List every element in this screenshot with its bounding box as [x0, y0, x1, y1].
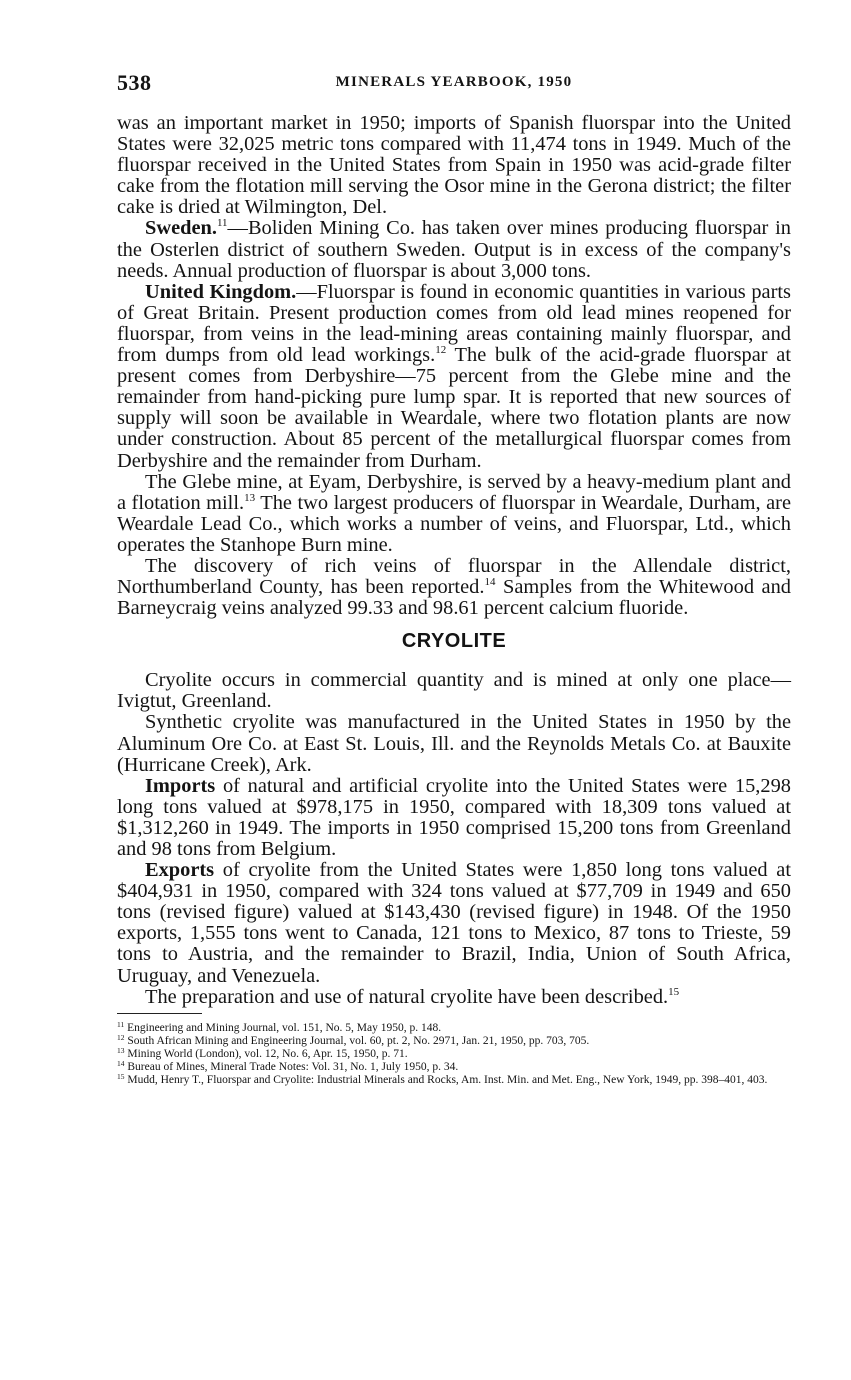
page-header [117, 70, 791, 106]
running-title: MINERALS YEARBOOK, 1950 [335, 74, 573, 90]
footnote-12: $^{12}$ South African Mining and Engineering Journal, vol. 60, pt. 2, No. 2971, Jan. 21, 1950, pp. 703, 705. [117, 1032, 590, 1047]
section-title-cryolite: CRYOLITE [401, 630, 507, 653]
run-in-heading-imports: Imports [145, 774, 216, 797]
paragraph-preparation: The preparation and use of natural cryolite have been described.$^{15}$ [145, 985, 680, 1008]
paragraph-united-kingdom: United Kingdom.—Fluorspar is found in economic quantities in various parts of Great Britain. Present production comes from old lead mines reopened for fluorspar, from veins in the lead-mining areas containing mainly fluorspar, and from dumps from old lead workings.$^{12}$ The bulk of the acid-grade fluorspar at present comes from Derbyshire—75 percent from the Glebe mine and the remainder from hand-picking pure lump spar. It is reported that new sources of supply will soon be available in Weardale, where two flotation plants are now under construction. About 85 percent of the metallurgical fluorspar comes from Derbyshire and the remainder from Durham. [117, 280, 791, 472]
run-in-heading-sweden: Sweden. [145, 217, 217, 240]
run-in-heading-united-kingdom: United Kingdom. [145, 280, 297, 303]
footnote-ref-15[interactable]: 15 [668, 985, 680, 998]
paragraph-synthetic-cryolite: Synthetic cryolite was manufactured in the United States in 1950 by the Aluminum Ore Co. at East St. Louis, Ill. and the Reynolds Metals Co. at Bauxite (Hurricane Creek), Ark. [117, 711, 791, 776]
footnote-13: $^{13}$ Mining World (London), vol. 12, No. 6, Apr. 15, 1950, p. 71. [117, 1045, 408, 1060]
paragraph-sweden: Sweden.$^{11}$—Boliden Mining Co. has taken over mines producing fluorspar in the Osterlen district of southern Sweden. Output is in excess of the company's needs. Annual production of fluorspar is about 3,000 tons. [117, 217, 791, 282]
section-spacer [117, 655, 791, 670]
footnote-ref-12[interactable]: 12 [435, 344, 447, 357]
paragraph-cryolite-occurrence: Cryolite occurs in commercial quantity and is mined at only one place—Ivigtut, Greenland. [117, 669, 791, 713]
run-in-heading-exports: Exports [145, 859, 215, 882]
footnotes [117, 1019, 791, 1087]
paragraph-glebe-mine: The Glebe mine, at Eyam, Derbyshire, is served by a heavy-medium plant and a flotation mill.$^{13}$ The two largest producers of fluorspar in Weardale, Durham, are Weardale Lead Co., which works a number of veins, and Fluorspar, Ltd., which operates the Stanhope Burn mine. [117, 470, 791, 556]
paragraph-imports: Imports of natural and artificial cryolite into the United States were 15,298 long tons valued at $978,175 in 1950, compared with 18,309 tons valued at $1,312,260 in 1949. The imports in 1950 comprised 15,200 tons from Greenland and 98 tons from Belgium. [117, 774, 791, 860]
paragraph-spain-continued: was an important market in 1950; imports of Spanish fluorspar into the United States were 32,025 metric tons compared with 11,474 tons in 1949. Much of the fluorspar received in the United States from Spain in 1950 was acid-grade filter cake from the flotation mill serving the Osor mine in the Gerona district; the filter cake is dried at Wilmington, Del. [117, 112, 791, 219]
footnote-ref-14[interactable]: 14 [484, 576, 496, 589]
page-number: 538 [117, 70, 152, 95]
footnote-rule [117, 1013, 202, 1014]
footnote-11: $^{11}$ Engineering and Mining Journal, vol. 151, No. 5, May 1950, p. 148. [117, 1019, 442, 1034]
paragraph-exports: Exports of cryolite from the United States were 1,850 long tons valued at $404,931 in 1950, compared with 324 tons valued at $77,709 in 1949 and 650 tons (revised figure) valued at $143,430 (revised figure) in 1948. Of the 1950 exports, 1,555 tons went to Canada, 121 tons to Mexico, 87 tons to Trieste, 59 tons to Austria, and the remainder to Brazil, India, Union of South Africa, Uruguay, and Venezuela. [117, 859, 791, 987]
footnote-ref-11[interactable]: 11 [216, 217, 228, 230]
footnote-15: $^{15}$ Mudd, Henry T., Fluorspar and Cryolite: Industrial Minerals and Rocks, Am. Inst. Min. and Met. Eng., New York, 1949, pp. 398–401, 403. [117, 1071, 768, 1086]
footnote-ref-13[interactable]: 13 [244, 491, 256, 504]
page-body [117, 113, 791, 1087]
footnote-14: $^{14}$ Bureau of Mines, Mineral Trade Notes: Vol. 31, No. 1, July 1950, p. 34. [117, 1058, 459, 1073]
paragraph-allendale: The discovery of rich veins of fluorspar in the Allendale district, Northumberland County, has been reported.$^{14}$ Samples from the Whitewood and Barneycraig veins analyzed 99.33 and 98.61 percent calcium fluoride. [117, 554, 791, 620]
